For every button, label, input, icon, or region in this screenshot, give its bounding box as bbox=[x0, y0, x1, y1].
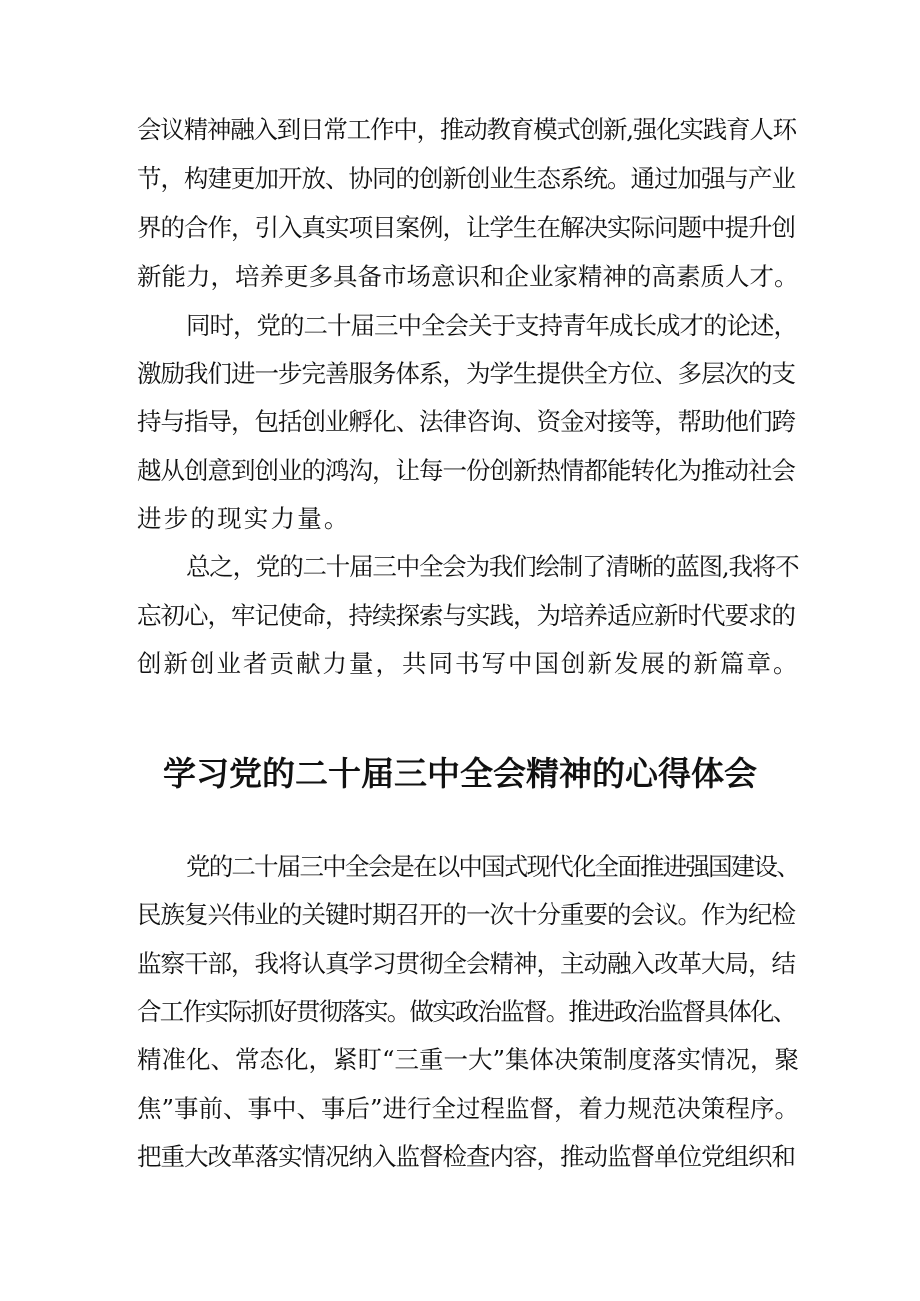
paragraph-1-line-2: 节，构建更加开放、协同的创新创业生态系统。通过加强与产业 bbox=[137, 164, 795, 193]
paragraph-1-line-1: 会议精神融入到日常工作中，推动教育模式创新,强化实践育人环 bbox=[137, 115, 796, 144]
paragraph-4-line-1: 党的二十届三中全会是在以中国式现代化全面推进强国建设、 bbox=[186, 852, 799, 881]
paragraph-3-line-2: 忘初心，牢记使命，持续探索与实践，为培养适应新时代要求的 bbox=[137, 601, 795, 630]
paragraph-3-line-3: 创新创业者贡献力量，共同书写中国创新发展的新篇章。 bbox=[137, 649, 800, 678]
paragraph-4-line-4: 合工作实际抓好贯彻落实。做实政治监督。推进政治监督具体化、 bbox=[137, 997, 796, 1026]
paragraph-2-line-3: 持与指导，包括创业孵化、法律咨询、资金对接等，帮助他们跨 bbox=[137, 407, 795, 436]
paragraph-2-line-4: 越从创意到创业的鸿沟，让每一份创新热情都能转化为推动社会 bbox=[137, 456, 795, 485]
paragraph-4-line-5: 精准化、常态化，紧盯“三重一大”集体决策制度落实情况，聚 bbox=[137, 1045, 800, 1074]
section-title: 学习党的二十届三中全会精神的心得体会 bbox=[163, 754, 757, 793]
paragraph-3-line-1: 总之，党的二十届三中全会为我们绘制了清晰的蓝图,我将不 bbox=[186, 552, 799, 581]
paragraph-2-line-5: 进步的现实力量。 bbox=[137, 504, 351, 533]
paragraph-1-line-3: 界的合作，引入真实项目案例，让学生在解决实际问题中提升创 bbox=[137, 213, 795, 242]
paragraph-2-line-2: 激励我们进一步完善服务体系，为学生提供全方位、多层次的支 bbox=[137, 359, 795, 388]
paragraph-4-line-2: 民族复兴伟业的关键时期召开的一次十分重要的会议。作为纪检 bbox=[137, 900, 795, 929]
paragraph-2-line-1: 同时，党的二十届三中全会关于支持青年成长成才的论述， bbox=[186, 311, 797, 340]
paragraph-4-line-7: 把重大改革落实情况纳入监督检查内容，推动监督单位党组织和 bbox=[137, 1142, 795, 1171]
paragraph-1-line-4: 新能力，培养更多具备市场意识和企业家精神的高素质人才。 bbox=[137, 262, 799, 291]
paragraph-4-line-6: 焦”事前、事中、事后”进行全过程监督，着力规范决策程序。 bbox=[137, 1094, 800, 1123]
paragraph-4-line-3: 监察干部，我将认真学习贯彻全会精神，主动融入改革大局，结 bbox=[137, 949, 795, 978]
